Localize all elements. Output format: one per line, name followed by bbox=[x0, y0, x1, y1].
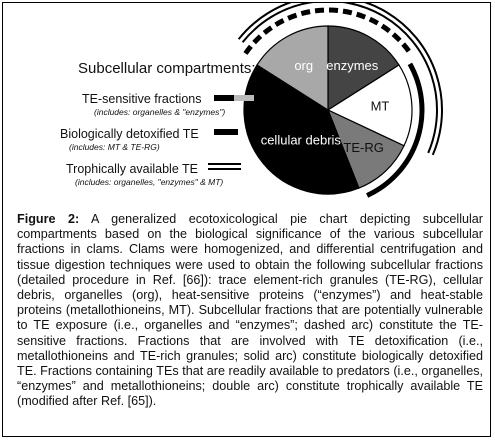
figure-caption bbox=[17, 212, 483, 410]
legend-label-te-sensitive: TE-sensitive fractions bbox=[82, 92, 202, 106]
pie-label-org: org bbox=[294, 57, 314, 73]
pie-label-enzymes: enzymes bbox=[326, 57, 379, 73]
pie-label-cellular-debris: cellular debris bbox=[260, 132, 341, 148]
legend-label-detoxified: Biologically detoxified TE bbox=[60, 127, 199, 141]
pie-label-te-rg: TE-RG bbox=[343, 139, 384, 155]
pie-label-mt: MT bbox=[370, 98, 390, 114]
legend-label-trophic: Trophically available TE bbox=[66, 162, 199, 176]
legend-note-te-sensitive: (includes: organelles & "enzymes") bbox=[94, 107, 226, 117]
legend-note-detoxified: (includes: MT & TE-RG) bbox=[69, 142, 160, 152]
figure-frame bbox=[2, 2, 491, 437]
legend-swatch-solid bbox=[214, 129, 238, 135]
legend-swatch-double bbox=[208, 163, 241, 170]
caption-text: A generalized ecotoxicological pie chart depicting subcellular compartments based on the biological significance of the various subcellular fractions in clams. Clams were homogenized, and differential centrifugation and tissue digestion techniques were used to obtain the following subcellular fractions (detailed procedure in Ref. [66]): trace element-rich granules (TE-RG), cellular debris, organelles (org), heat-sensitive proteins (“enzymes”) and heat-stable proteins (metallothioneins, MT). Subcellular fractions that are potentially vulnerable to TE exposure (i.e., organelles and “enzymes”; dashed arc) constitute the TE-sensitive fractions. Fractions that are involved with TE detoxification (i.e., metallothioneins and TE-rich granules; solid arc) constitute biologically detoxified TE. Fractions containing TEs that are readily available to predators (i.e., organelles, “enzymes” and metallothioneins; double arc) constitute trophically available TE (modified after Ref. [65]). bbox=[17, 212, 484, 409]
legend-swatch-dashed bbox=[214, 95, 254, 101]
legend-title: Subcellular compartments: bbox=[78, 60, 256, 77]
legend-note-trophic: (includes: organelles, "enzymes" & MT) bbox=[75, 177, 224, 187]
caption-label: Figure 2: bbox=[17, 212, 80, 226]
